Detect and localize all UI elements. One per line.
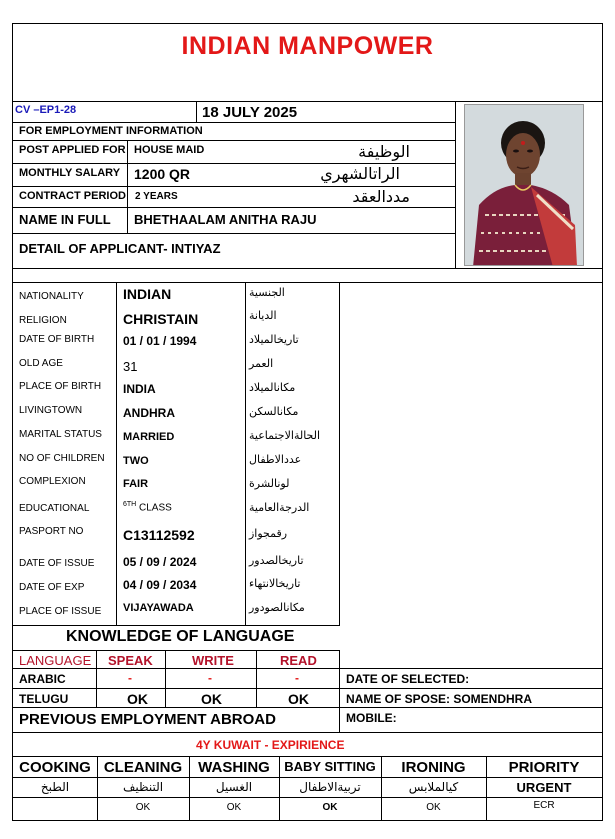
applicant-detail-label: DETAIL OF APPLICANT- INTIYAZ [19, 241, 221, 256]
detail-value-place-of-issue: VIJAYAWADA [123, 602, 194, 614]
detail-arabic-nationality: الجنسية [249, 286, 285, 299]
lang-header-write: WRITE [192, 653, 234, 668]
salary-label: MONTHLY SALARY [19, 167, 121, 179]
skill-label-ironing: IRONING [401, 759, 466, 776]
detail-value-issue-date: 05 / 09 / 2024 [123, 555, 197, 569]
detail-arabic-dob: تاريخالميلاد [249, 333, 299, 346]
detail-label-education: EDUCATIONAL [19, 503, 90, 514]
post-arabic: الوظيفة [358, 142, 410, 161]
detail-value-place-of-birth: INDIA [123, 382, 156, 396]
lang-row-arabic-speak: - [128, 671, 132, 685]
detail-label-marital-status: MARITAL STATUS [19, 429, 102, 440]
detail-label-religion: RELIGION [19, 315, 67, 326]
detail-arabic-issue-date: تاريخالصدور [249, 554, 304, 567]
cv-reference: CV –EP1-28 [15, 104, 77, 116]
skill-label-cleaning: CLEANING [103, 759, 183, 776]
skill-arabic-cleaning: التنظيف [122, 780, 164, 794]
detail-value-nationality: INDIAN [123, 286, 172, 302]
skill-arabic-cooking: الطبخ [40, 780, 70, 794]
detail-arabic-religion: الديانة [249, 309, 277, 322]
cv-date: 18 JULY 2025 [202, 104, 298, 121]
detail-arabic-passport: رقمجواز [249, 527, 288, 540]
detail-label-age: OLD AGE [19, 358, 63, 369]
skill-value-baby-sitting: OK [322, 802, 338, 813]
mobile-label: MOBILE: [346, 711, 397, 725]
lang-header-speak: SPEAK [108, 653, 153, 668]
date-selected-label: DATE OF SELECTED: [346, 672, 470, 686]
detail-value-complexion: FAIR [123, 478, 149, 490]
skill-arabic-baby-sitting: تربيةالاطفال [299, 780, 361, 794]
skill-value-ironing: OK [426, 802, 441, 813]
lang-row-arabic-read: - [295, 671, 299, 685]
detail-value-marital-status: MARRIED [123, 431, 175, 443]
detail-label-dob: DATE OF BIRTH [19, 334, 95, 345]
detail-value-livingtown: ANDHRA [123, 406, 175, 420]
contract-label: CONTRACT PERIOD [19, 190, 126, 202]
detail-value-passport: C13112592 [123, 527, 195, 543]
skill-label-priority: PRIORITY [508, 759, 580, 776]
spouse-label: NAME OF SPOSE: SOMENDHRA [346, 692, 533, 706]
detail-value-exp-date: 04 / 09 / 2034 [123, 578, 197, 592]
detail-value-dob: 01 / 01 / 1994 [123, 334, 197, 348]
detail-value-education: $^{6TH}$ CLASS [123, 501, 172, 514]
skill-arabic-ironing: كيالملابس [408, 780, 459, 794]
skill-priority-urgent: URGENT [516, 780, 572, 795]
lang-header-language: LANGUAGE [19, 653, 92, 668]
detail-label-place-of-issue: PLACE OF ISSUE [19, 606, 102, 617]
detail-arabic-place-of-birth: مكانالميلاد [249, 381, 296, 394]
post-label: POST APPLIED FOR [19, 144, 126, 156]
skill-label-cooking: COOKING [19, 759, 91, 776]
detail-value-age: 31 [123, 359, 138, 374]
employment-info-label: FOR EMPLOYMENT INFORMATION [19, 125, 203, 137]
lang-header-read: READ [280, 653, 317, 668]
portrait-image [465, 105, 584, 266]
name-value: BHETHAALAM ANITHA RAJU [134, 212, 317, 227]
detail-label-passport: PASPORT NO [19, 526, 84, 537]
skill-arabic-washing: الغسيل [215, 780, 253, 794]
skill-label-baby-sitting: BABY SITTING [284, 759, 376, 774]
post-value: HOUSE MAID [134, 144, 205, 156]
lang-row-telugu-write: OK [201, 691, 222, 707]
detail-arabic-exp-date: تاريخالانتهاء [249, 577, 301, 590]
detail-arabic-place-of-issue: مكانالصودور [249, 601, 305, 614]
contract-arabic: مددالعقد [352, 187, 410, 206]
detail-arabic-age: العمر [249, 357, 274, 370]
detail-label-children: NO OF CHILDREN [19, 453, 105, 464]
previous-employment-label: PREVIOUS EMPLOYMENT ABROAD [19, 711, 276, 728]
skill-label-washing: WASHING [198, 759, 270, 776]
skill-value-cleaning: OK [135, 802, 151, 813]
detail-label-complexion: COMPLEXION [19, 476, 86, 487]
detail-label-exp-date: DATE OF EXP [19, 582, 85, 593]
skill-value-priority: ECR [533, 800, 555, 811]
salary-value: 1200 QR [134, 166, 191, 182]
detail-label-nationality: NATIONALITY [19, 291, 84, 302]
lang-row-arabic-write: - [208, 671, 212, 685]
page-title: INDIAN MANPOWER [181, 32, 434, 60]
detail-label-issue-date: DATE OF ISSUE [19, 558, 95, 569]
experience-text: 4Y KUWAIT - EXPIRIENCE [196, 738, 345, 752]
detail-value-children: TWO [123, 455, 149, 467]
applicant-photo [464, 104, 584, 266]
detail-arabic-education: الدرجةالعامية [249, 501, 310, 514]
detail-arabic-livingtown: مكانالسكن [249, 405, 299, 418]
lang-row-arabic-name: ARABIC [19, 672, 66, 686]
name-label: NAME IN FULL [19, 212, 111, 227]
detail-arabic-marital-status: الحالةالاجتماعية [249, 429, 321, 442]
lang-row-telugu-name: TELUGU [19, 692, 69, 706]
contract-value: 2 YEARS [135, 191, 178, 202]
detail-label-livingtown: LIVINGTOWN [19, 405, 83, 416]
skill-value-washing: OK [226, 802, 242, 813]
detail-value-religion: CHRISTAIN [123, 311, 199, 327]
detail-label-place-of-birth: PLACE OF BIRTH [19, 381, 102, 392]
lang-row-telugu-read: OK [288, 691, 309, 707]
salary-arabic: الراتالشهري [320, 164, 400, 183]
detail-arabic-children: عددالاطفال [249, 453, 302, 466]
detail-arabic-complexion: لونالشرة [249, 477, 290, 490]
lang-row-telugu-speak: OK [127, 691, 148, 707]
language-section-title: KNOWLEDGE OF LANGUAGE [66, 628, 295, 645]
